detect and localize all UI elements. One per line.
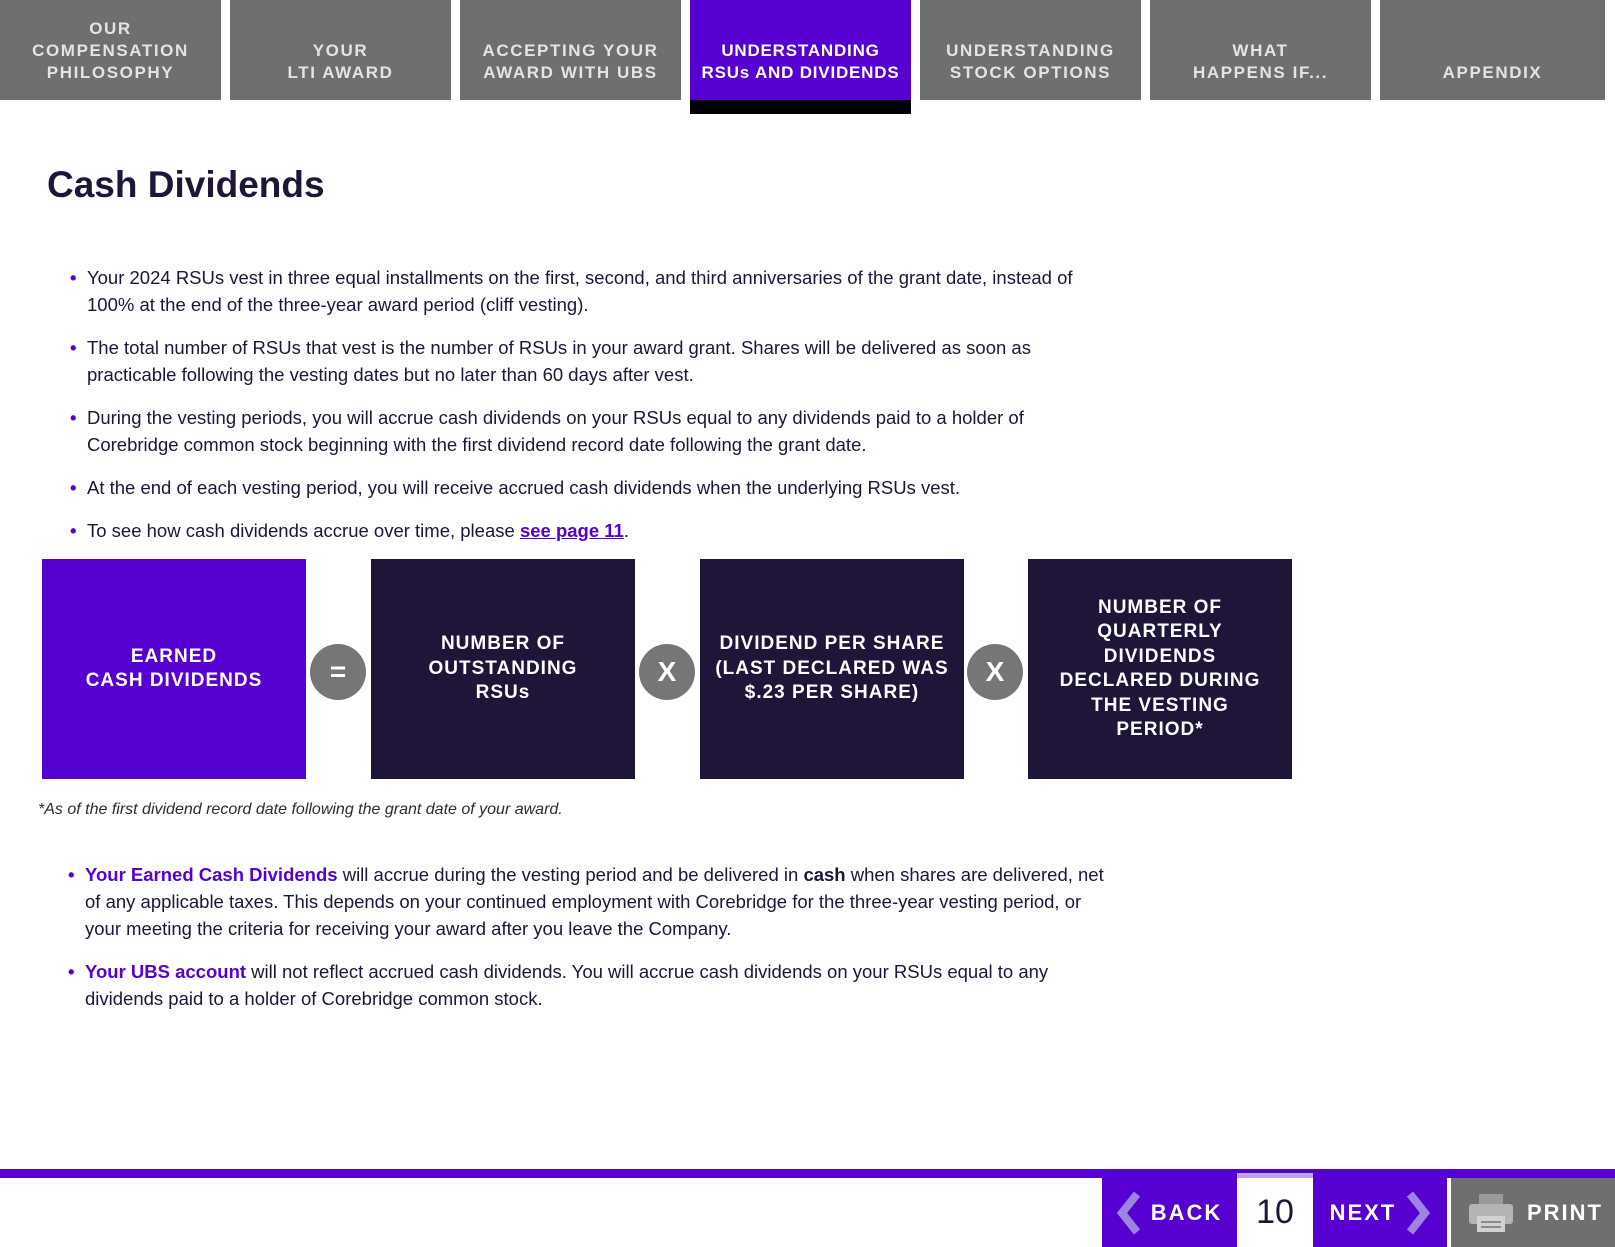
tab-label: ACCEPTING YOUR AWARD WITH UBS (482, 41, 659, 82)
page-number: 10 (1237, 1178, 1313, 1247)
formula-box-outstanding-rsus (371, 559, 635, 779)
footer-navigation (1102, 1178, 1615, 1247)
operator-label: = (329, 656, 347, 687)
earned-cash-dividends-term: Your Earned Cash Dividends (85, 864, 338, 885)
chevron-right-icon (1404, 1191, 1430, 1235)
tab-label: UNDERSTANDING RSUs AND DIVIDENDS (701, 41, 900, 82)
tab-label: WHAT HAPPENS IF... (1192, 41, 1329, 82)
formula-box-earned-cash-dividends (42, 559, 306, 779)
list-item (68, 861, 1118, 942)
formula-box-quarterly-dividends (1028, 559, 1292, 779)
next-label: NEXT (1329, 1199, 1397, 1225)
list-item: • At the end of each vesting period, you will receive accrued cash dividends when the underlying RSUs vest. (70, 474, 1120, 501)
tab-label: YOUR LTI AWARD (287, 41, 394, 82)
formula-box-dividend-per-share (700, 559, 964, 779)
tab-what-happens-if[interactable] (1150, 0, 1371, 100)
back-label: BACK (1150, 1199, 1223, 1225)
cash-term: cash (803, 864, 846, 885)
list-item: • During the vesting periods, you will accrue cash dividends on your RSUs equal to any dividends paid to a holder of Corebridge common stock beginning with the first dividend record date following the grant date. (70, 404, 1120, 458)
operator-label: X (985, 656, 1005, 687)
equals-icon (310, 644, 366, 700)
tab-label: OUR COMPENSATION PHILOSOPHY (32, 19, 189, 82)
multiply-icon (967, 644, 1023, 700)
list-item (68, 958, 1118, 1012)
list-item: • Your 2024 RSUs vest in three equal installments on the first, second, and third anniversaries of the grant date, instead of 100% at the end of the three-year award period (cliff vesting). (70, 264, 1120, 318)
see-page-11-link[interactable]: see page 11 (519, 520, 624, 541)
tab-label: UNDERSTANDING STOCK OPTIONS (946, 41, 1115, 82)
ubs-account-term: Your UBS account (85, 961, 247, 982)
print-button[interactable] (1451, 1178, 1615, 1247)
list-item: • The total number of RSUs that vest is the number of RSUs in your award grant. Shares will be delivered as soon as practicable following the vesting dates but no later than 60 days after vest. (70, 334, 1120, 388)
tab-your-lti-award[interactable] (230, 0, 451, 100)
formula-box-label: DIVIDEND PER SHARE (LAST DECLARED WAS $.23 PER SHARE) (715, 633, 949, 704)
chevron-left-icon (1117, 1191, 1143, 1235)
list-item (70, 517, 1120, 544)
tab-our-compensation-philosophy[interactable] (0, 0, 221, 100)
back-button[interactable] (1102, 1178, 1237, 1247)
page-title: Cash Dividends (47, 164, 325, 205)
printer-icon (1467, 1192, 1515, 1234)
footer-divider (0, 1169, 1615, 1178)
list-item-text: will accrue during the vesting period and be delivered in (337, 864, 804, 885)
bullet-list-top (70, 264, 1120, 560)
bullet-list-bottom (68, 861, 1118, 1028)
list-item-text: . (623, 520, 629, 541)
tab-appendix[interactable] (1380, 0, 1605, 100)
list-item-text: will not reflect accrued cash dividends. You will accrue cash dividends on your RSUs equal to any dividends paid to a holder of Corebridge common stock. (85, 961, 1049, 1009)
print-label: PRINT (1527, 1199, 1603, 1225)
list-item-text: To see how cash dividends accrue over time, please (87, 520, 520, 541)
formula-box-label: NUMBER OF QUARTERLY DIVIDENDS DECLARED DURING THE VESTING PERIOD* (1059, 596, 1261, 740)
list-item-text: when shares are delivered, net of any applicable taxes. This depends on your continued employment with Corebridge for the three-year vesting period, or your meeting the criteria for receiving your award after you leave the Company. (85, 864, 1104, 939)
tab-understanding-rsus[interactable] (690, 0, 911, 100)
tab-label: APPENDIX (1442, 63, 1543, 82)
top-navigation (0, 0, 1615, 100)
tab-accepting-your-award[interactable] (460, 0, 681, 100)
footnote: *As of the first dividend record date following the grant date of your award. (38, 801, 563, 818)
tab-understanding-stock-options[interactable] (920, 0, 1141, 100)
multiply-icon (639, 644, 695, 700)
operator-label: X (657, 656, 677, 687)
next-button[interactable] (1313, 1178, 1447, 1247)
formula-box-label: EARNED CASH DIVIDENDS (85, 645, 263, 691)
formula-box-label: NUMBER OF OUTSTANDING RSUs (428, 633, 578, 704)
